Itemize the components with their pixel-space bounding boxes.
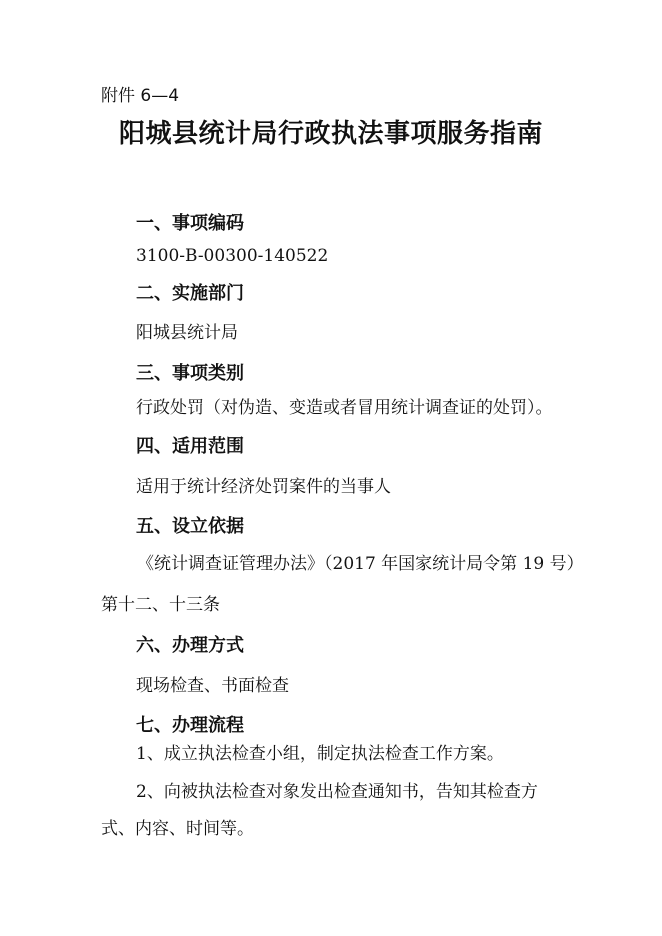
department-value: 阳城县统计局 [136,323,238,343]
basis-line-1: 《统计调查证管理办法》（2017 年国家统计局令第 19 号） [137,554,584,574]
scope-value: 适用于统计经济处罚案件的当事人 [136,477,391,497]
attachment-label: 附件 6—4 [101,86,180,106]
method-value: 现场检查、书面检查 [136,676,289,696]
section-heading-scope: 四、适用范围 [136,436,244,457]
process-step-2: 2、向被执法检查对象发出检查通知书，告知其检查方 [136,782,538,802]
section-heading-item-code: 一、事项编码 [136,213,244,234]
section-heading-department: 二、实施部门 [136,283,244,304]
category-value: 行政处罚（对伪造、变造或者冒用统计调查证的处罚）。 [136,398,553,418]
document-title: 阳城县统计局行政执法事项服务指南 [118,119,543,149]
item-code-value: 3100-B-00300-140522 [136,246,329,266]
section-heading-category: 三、事项类别 [136,363,244,384]
basis-line-2: 第十二、十三条 [101,595,220,615]
section-heading-basis: 五、设立依据 [136,516,244,537]
process-step-2-continued: 式、内容、时间等。 [101,819,254,839]
section-heading-process: 七、办理流程 [136,715,244,736]
process-step-1: 1、成立执法检查小组，制定执法检查工作方案。 [136,744,504,764]
section-heading-method: 六、办理方式 [136,635,244,656]
